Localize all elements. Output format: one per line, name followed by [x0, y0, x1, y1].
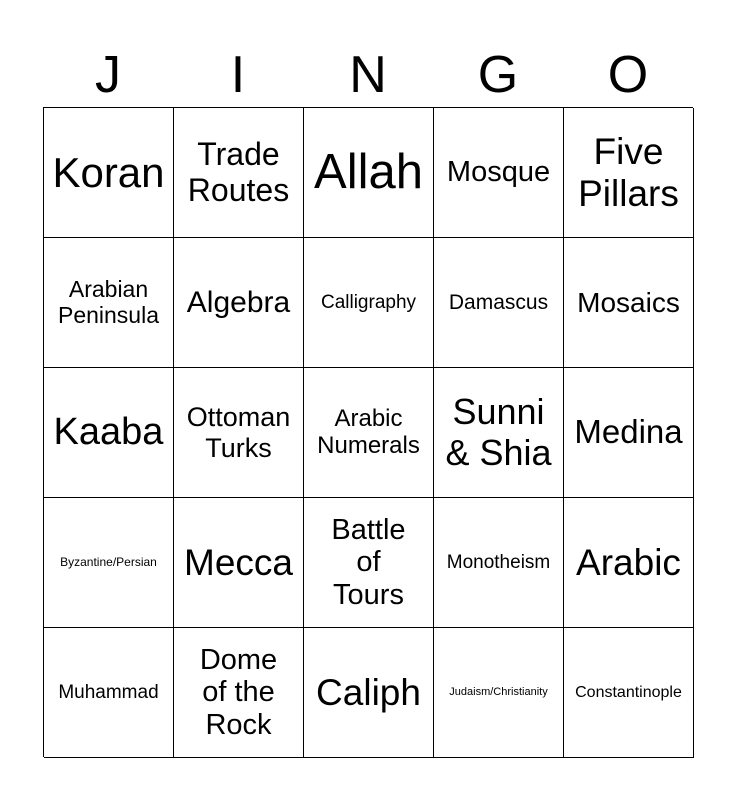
header-letter-j: J — [95, 46, 121, 104]
cell-label: Calligraphy — [320, 291, 417, 313]
bingo-header — [43, 44, 693, 106]
cell-label: Battle of Tours — [331, 513, 406, 611]
cell-label: Muhammad — [58, 681, 159, 703]
cell-label: Sunni & Shia — [445, 391, 552, 473]
cell-label: Algebra — [186, 285, 291, 319]
cell-label: Constantinople — [575, 683, 682, 701]
bingo-cell[interactable] — [304, 368, 434, 498]
cell-label: Mosque — [446, 156, 551, 189]
bingo-cell[interactable] — [44, 238, 174, 368]
bingo-cell[interactable] — [304, 628, 434, 758]
cell-label: Judaism/Christianity — [449, 686, 548, 699]
cell-label: Koran — [52, 148, 165, 196]
bingo-cell[interactable] — [434, 498, 564, 628]
header-letter-o: O — [607, 46, 649, 104]
cell-label: Ottoman Turks — [186, 402, 291, 463]
cell-label: Arabic — [576, 541, 681, 583]
bingo-cell[interactable] — [434, 628, 564, 758]
cell-label: Mosaics — [577, 286, 680, 318]
cell-label: Arabic Numerals — [317, 404, 420, 459]
cell-label: Trade Routes — [187, 135, 290, 208]
bingo-cell[interactable] — [44, 368, 174, 498]
cell-label: Kaaba — [53, 411, 164, 454]
bingo-cell[interactable] — [304, 238, 434, 368]
bingo-cell[interactable] — [174, 498, 304, 628]
header-letter-i: I — [230, 46, 246, 104]
header-letter-g: G — [477, 46, 519, 104]
bingo-cell[interactable] — [174, 628, 304, 758]
cell-label: Five Pillars — [578, 131, 679, 214]
bingo-cell[interactable] — [44, 108, 174, 238]
bingo-cell[interactable] — [564, 238, 694, 368]
bingo-cell[interactable] — [564, 108, 694, 238]
header-letter-n: N — [349, 46, 387, 104]
bingo-cell[interactable] — [564, 368, 694, 498]
cell-label: Allah — [314, 145, 423, 200]
bingo-cell[interactable] — [564, 498, 694, 628]
cell-label: Dome of the Rock — [199, 643, 278, 741]
bingo-cell[interactable] — [44, 498, 174, 628]
cell-label: Medina — [574, 413, 683, 451]
cell-label: Arabian Peninsula — [57, 275, 160, 328]
cell-label: Byzantine/Persian — [60, 554, 157, 569]
bingo-cell[interactable] — [434, 238, 564, 368]
cell-label: Monotheism — [446, 551, 551, 573]
cell-label: Damascus — [448, 290, 549, 314]
bingo-cell[interactable] — [434, 368, 564, 498]
bingo-cell[interactable] — [174, 238, 304, 368]
cell-label: Caliph — [316, 671, 421, 713]
bingo-cell[interactable] — [174, 108, 304, 238]
bingo-cell[interactable] — [304, 108, 434, 238]
cell-label: Mecca — [184, 541, 293, 583]
bingo-cell[interactable] — [174, 368, 304, 498]
bingo-cell[interactable] — [44, 628, 174, 758]
bingo-cell[interactable] — [564, 628, 694, 758]
bingo-cell[interactable] — [304, 498, 434, 628]
bingo-board — [43, 107, 693, 757]
bingo-cell[interactable] — [434, 108, 564, 238]
